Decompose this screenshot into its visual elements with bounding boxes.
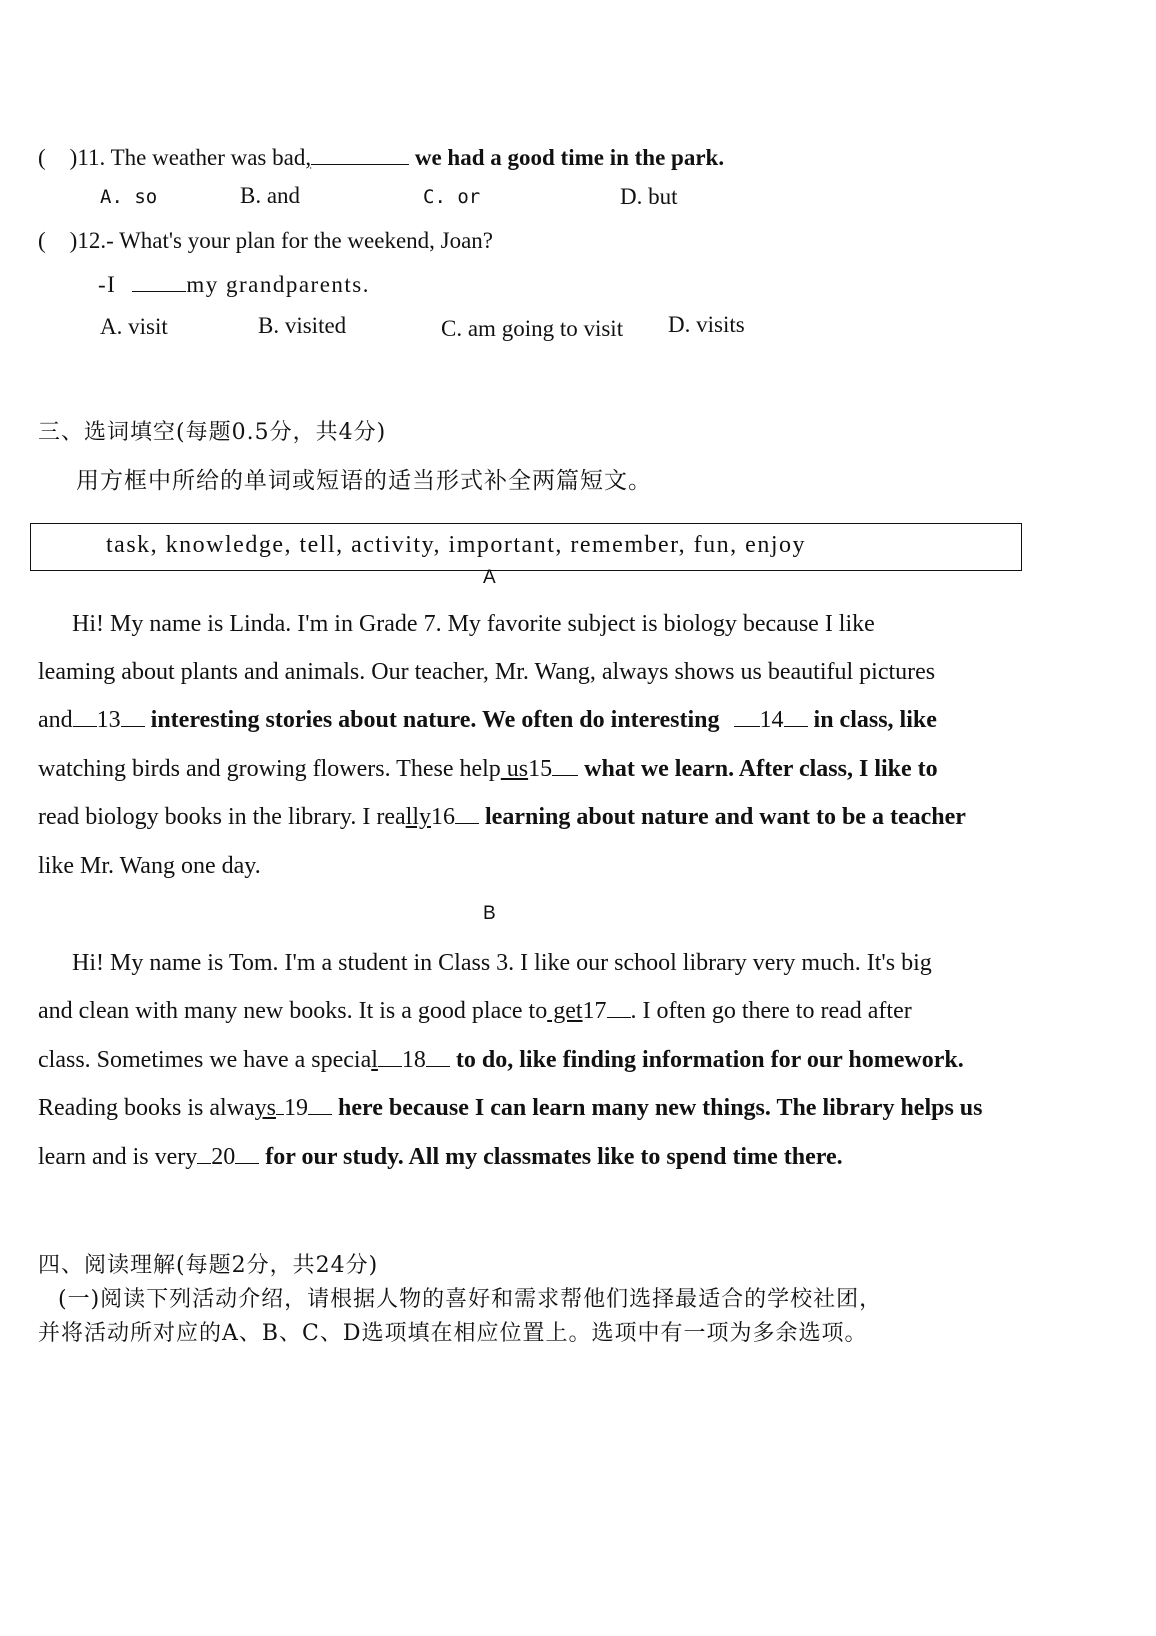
question-12-reply [98, 272, 370, 298]
blank-13: 13 [96, 707, 121, 733]
blank-13a[interactable] [73, 708, 97, 727]
blank-18: 18 [401, 1047, 426, 1073]
blank-18b[interactable] [426, 1048, 450, 1067]
blank-14b[interactable] [784, 708, 808, 727]
blank-14: 14 [759, 707, 784, 733]
blank-16b[interactable] [455, 805, 479, 824]
question-12 [38, 228, 493, 254]
blank-15b[interactable] [552, 757, 578, 776]
q12-option-c[interactable]: C. am going to visit [441, 316, 624, 341]
blank-18a[interactable] [378, 1048, 402, 1067]
answer-paren-close: ) [69, 145, 78, 170]
blank-15: 15 [528, 756, 553, 782]
section-4-line-2: 并将活动所对应的A、B、C、D选项填在相应位置上。选项中有一项为多余选项。 [38, 1321, 868, 1346]
answer-paren-close: ) [69, 228, 78, 253]
question-12-text: 12.- What's your plan for the weekend, Joan? [77, 228, 494, 253]
blank-16: 16 [431, 804, 456, 830]
passage-a-line-4: watching birds and growing flowers. These help us15 what we learn. After class, I like to [38, 756, 938, 782]
reply-prefix: -I [98, 272, 117, 297]
reply-suffix: my grandparents. [186, 272, 371, 297]
passage-a-line-5: read biology books in the library. I really16 learning about nature and want to be a teacher [38, 804, 966, 830]
section-4-line-1: (一)阅读下列活动介绍，请根据人物的喜好和需求帮他们选择最适合的学校社团， [58, 1287, 883, 1312]
passage-a-line-1: Hi! My name is Linda. I'm in Grade 7. My favorite subject is biology because I like [72, 611, 875, 637]
blank-20b[interactable] [235, 1145, 259, 1164]
question-12-blank[interactable] [132, 273, 186, 292]
passage-b-label: B [483, 903, 496, 924]
section-4-heading: 四、阅读理解(每题2分，共24分) [38, 1253, 379, 1278]
passage-a-label: A [483, 567, 496, 588]
passage-b-line-3: class. Sometimes we have a special 18 to do, like finding information for our homework. [38, 1047, 964, 1073]
blank-19b[interactable] [308, 1096, 332, 1115]
passage-b-line-4: Reading books is always 19 here because I can learn many new things. The library helps us [38, 1095, 983, 1121]
word-bank: task, knowledge, tell, activity, important, remember, fun, enjoy [106, 532, 806, 558]
answer-paren-open: ( [38, 145, 46, 170]
passage-a-line-3: and 13 interesting stories about nature. We often do interesting 14 in class, like [38, 707, 937, 733]
q12-option-b[interactable]: B. visited [258, 313, 347, 338]
q12-option-d[interactable]: D. visits [668, 312, 745, 337]
q11-option-c[interactable]: C. or [423, 186, 481, 208]
question-11 [38, 145, 724, 171]
passage-a-line-2: leaming about plants and animals. Our teacher, Mr. Wang, always shows us beautiful pictures [38, 659, 936, 685]
q11-option-a[interactable]: A. so [100, 186, 158, 208]
blank-19a[interactable] [276, 1096, 284, 1115]
q11-option-b[interactable]: B. and [240, 183, 301, 208]
question-11-text-b: we had a good time in the park. [409, 145, 725, 170]
question-11-text: 11. The weather was bad [77, 145, 306, 170]
passage-b-line-1: Hi! My name is Tom. I'm a student in Class 3. I like our school library very much. It's big [72, 950, 932, 976]
blank-14a[interactable] [734, 708, 760, 727]
blank-17: 17 [582, 998, 607, 1024]
blank-20a[interactable] [197, 1145, 211, 1164]
passage-b-line-2: and clean with many new books. It is a good place to get17 . I often go there to read after [38, 998, 912, 1024]
question-11-comma: , [305, 145, 312, 170]
q12-option-a[interactable]: A. visit [100, 314, 168, 339]
question-11-blank[interactable] [311, 146, 409, 165]
q11-option-d[interactable]: D. but [620, 184, 678, 209]
blank-17b[interactable] [607, 999, 631, 1018]
section-3-heading: 三、选词填空(每题0.5分，共4分) [38, 420, 387, 445]
passage-b-line-5: learn and is very 20 for our study. All my classmates like to spend time there. [38, 1144, 843, 1170]
section-3-instruction: 用方框中所给的单词或短语的适当形式补全两篇短文。 [76, 468, 652, 494]
blank-19: 19 [283, 1095, 308, 1121]
blank-20: 20 [211, 1144, 236, 1170]
word-bank-box [30, 523, 1022, 571]
passage-a-line-6: like Mr. Wang one day. [38, 853, 261, 879]
blank-13b[interactable] [121, 708, 145, 727]
answer-paren-open: ( [38, 228, 46, 253]
